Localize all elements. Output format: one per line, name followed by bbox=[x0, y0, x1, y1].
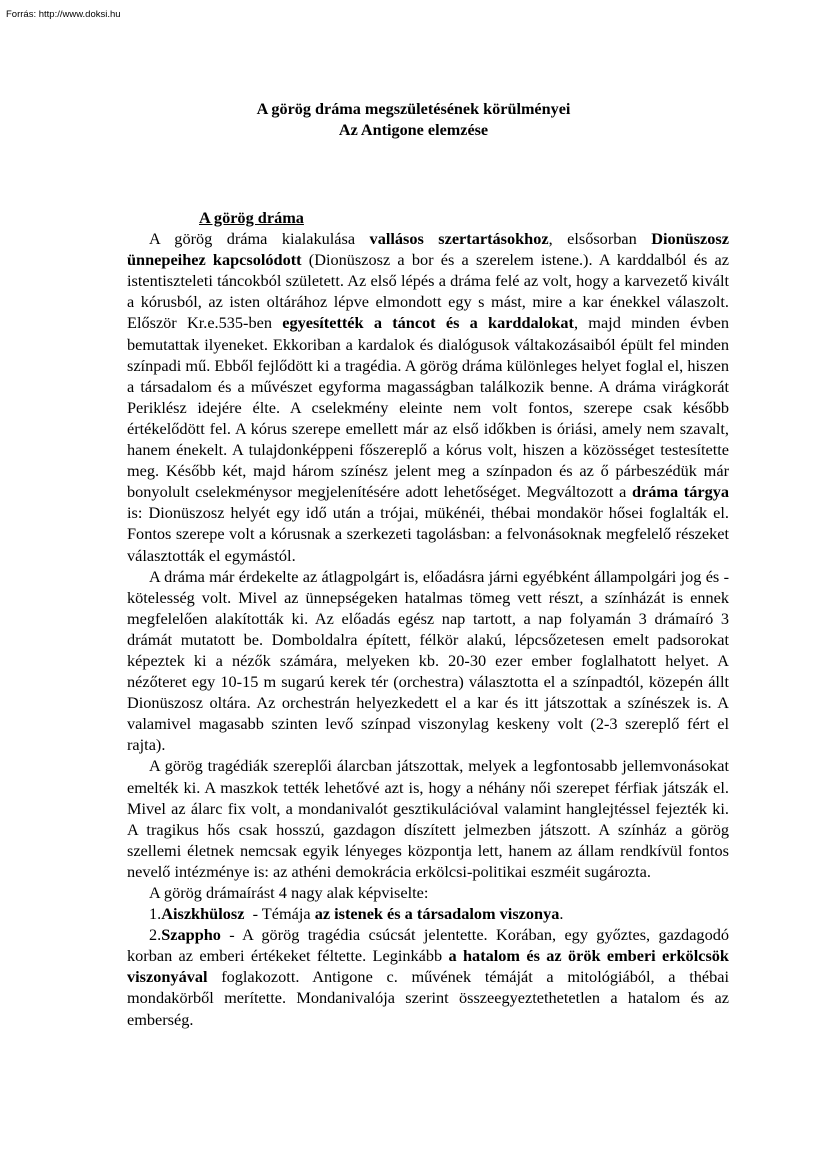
p1-bold-3: egyesítették a táncot és a karddalokat bbox=[282, 313, 574, 333]
item2-name: Szappho bbox=[161, 925, 221, 945]
item2-bold: a hatalom és az örök emberi erkölcsök viszonyával bbox=[127, 946, 729, 987]
title-line-2: Az Antigone elemzése bbox=[338, 121, 489, 139]
paragraph-4: A görög drámaírást 4 nagy alak képviselte: bbox=[149, 883, 429, 902]
p1-bold-1: vallásos szertartásokhoz bbox=[369, 229, 549, 249]
list-item-1 bbox=[127, 903, 729, 924]
p1-text-5: is: Dionüszosz helyét egy idő után a trójai, mükénéi, thébai mondakör hősei foglalták el. Fontos szerepe volt a kórusnak a szerkezeti tagolásban: a felvonásoknak megfelelő részeket választották el egymástól. bbox=[127, 503, 729, 565]
item2-number: 2. bbox=[149, 925, 162, 945]
source-note: Forrás: http://www.doksi.hu bbox=[6, 9, 121, 20]
p1-text-4: , majd minden évben bemutattak ilyeneket. Ekkoriban a kardalok és dialógusok váltakozásaiból épült fel minden színpadi mű. Ebből fejlődött ki a tragédia. A görög dráma különleges helyet foglal el, hiszen a társadalom és a művészet egyforma magasságban találkozik benne. A dráma virágkorát Periklész idejére élte. A cselekmény eleinte nem volt fontos, szerepe csak később értékelődött fel. A kórus szerepe emellett már az első időkben is óriási, amely nem szavalt, hanem énekelt. A tulajdonképpeni főszereplő a kórus volt, hiszen a közösséget testesítette meg. Később két, majd három színész jelent meg a színpadon és az ő párbeszédük már bonyolult cselekménysor megjelenítésére adott lehetőséget. Megváltozott a bbox=[127, 313, 730, 502]
p1-bold-2: Dionüszosz ünnepeihez kapcsolódott bbox=[127, 229, 729, 270]
item2-text-2: foglakozott. Antigone c. művének témáját a mitológiából, a thébai mondakörből merítette. Mondanivalója szerint összeegyeztethetetlen a hatalom és az emberség. bbox=[127, 967, 729, 1029]
document-title bbox=[0, 99, 827, 141]
document-body bbox=[127, 207, 729, 1030]
list-item-2 bbox=[127, 924, 729, 1029]
item1-text-1: - Témája bbox=[244, 904, 315, 924]
title-line-1: A görög dráma megszületésének körülményei bbox=[256, 100, 571, 118]
paragraph-2: A dráma már érdekelte az átlagpolgárt is, előadásra járni egyébként állampolgári jog és - kötelesség volt. Mivel az ünnepségeken hatalmas tömeg vett részt, a színházát is ennek megfelelően alakították ki. Az előadás egész nap tartott, a nap folyamán 3 drámaíró 3 drámát mutatott be. Domboldalra épített, félkör alakú, lépcsőzetesen emelt padsorokat képeztek ki a nézők számára, melyeken kb. 20-30 ezer ember foglalhatott helyet. A nézőteret egy 10-15 m sugarú kerek tér (orchestra) választotta el a színpadtól, közepén állt Dionüszosz oltára. Az orchestrán helyezkedett el a kar és itt játszottak a színészek is. A valamivel magasabb szinten levő színpad viszonylag keskeny volt (2-3 szereplő fért el rajta). bbox=[127, 566, 729, 755]
p1-text-2: , elsősorban bbox=[548, 229, 652, 249]
p1-text-3: (Dionüszosz a bor és a szerelem istene.). A karddalból és az istentiszteleti táncokból született. Az első lépés a dráma felé az volt, hogy a karvezető kivált a kórusból, az isten oltárához lépve elmondott egy s mást, mire a kar énekkel válaszolt. Először Kr.e.535-ben bbox=[127, 250, 729, 333]
p1-text-1: A görög dráma kialakulása bbox=[149, 229, 370, 249]
p1-bold-4: dráma tárgya bbox=[631, 482, 729, 502]
paragraph-1 bbox=[127, 228, 729, 566]
item1-text-2: . bbox=[559, 904, 564, 924]
item1-number: 1. bbox=[149, 904, 162, 924]
item1-bold: az istenek és a társadalom viszonya bbox=[314, 904, 560, 924]
section-heading: A görög dráma bbox=[199, 208, 304, 227]
paragraph-3: A görög tragédiák szereplői álarcban játszottak, melyek a legfontosabb jellemvonásokat emelték ki. A maszkok tették lehetővé azt is, hogy a néhány női szerepet férfiak játszák el. Mivel az álarc fix volt, a mondanivalót gesztikulációval valamint hanglejtéssel fejezték ki. A tragikus hős csak hosszú, gazdagon díszített jelmezben játszott. A színház a görög szellemi életnek nemcsak egyik lényeges központja lett, hanem az állam rendkívül fontos nevelő intézménye is: az athéni demokrácia erkölcsi-politikai eszméit sugározta. bbox=[127, 756, 729, 881]
item2-text-1: - A görög tragédia csúcsát jelentette. Korában, egy győztes, gazdagodó korban az emberi értékeket féltette. Leginkább bbox=[127, 925, 729, 966]
item1-name: Aiszkhülosz bbox=[161, 904, 245, 924]
